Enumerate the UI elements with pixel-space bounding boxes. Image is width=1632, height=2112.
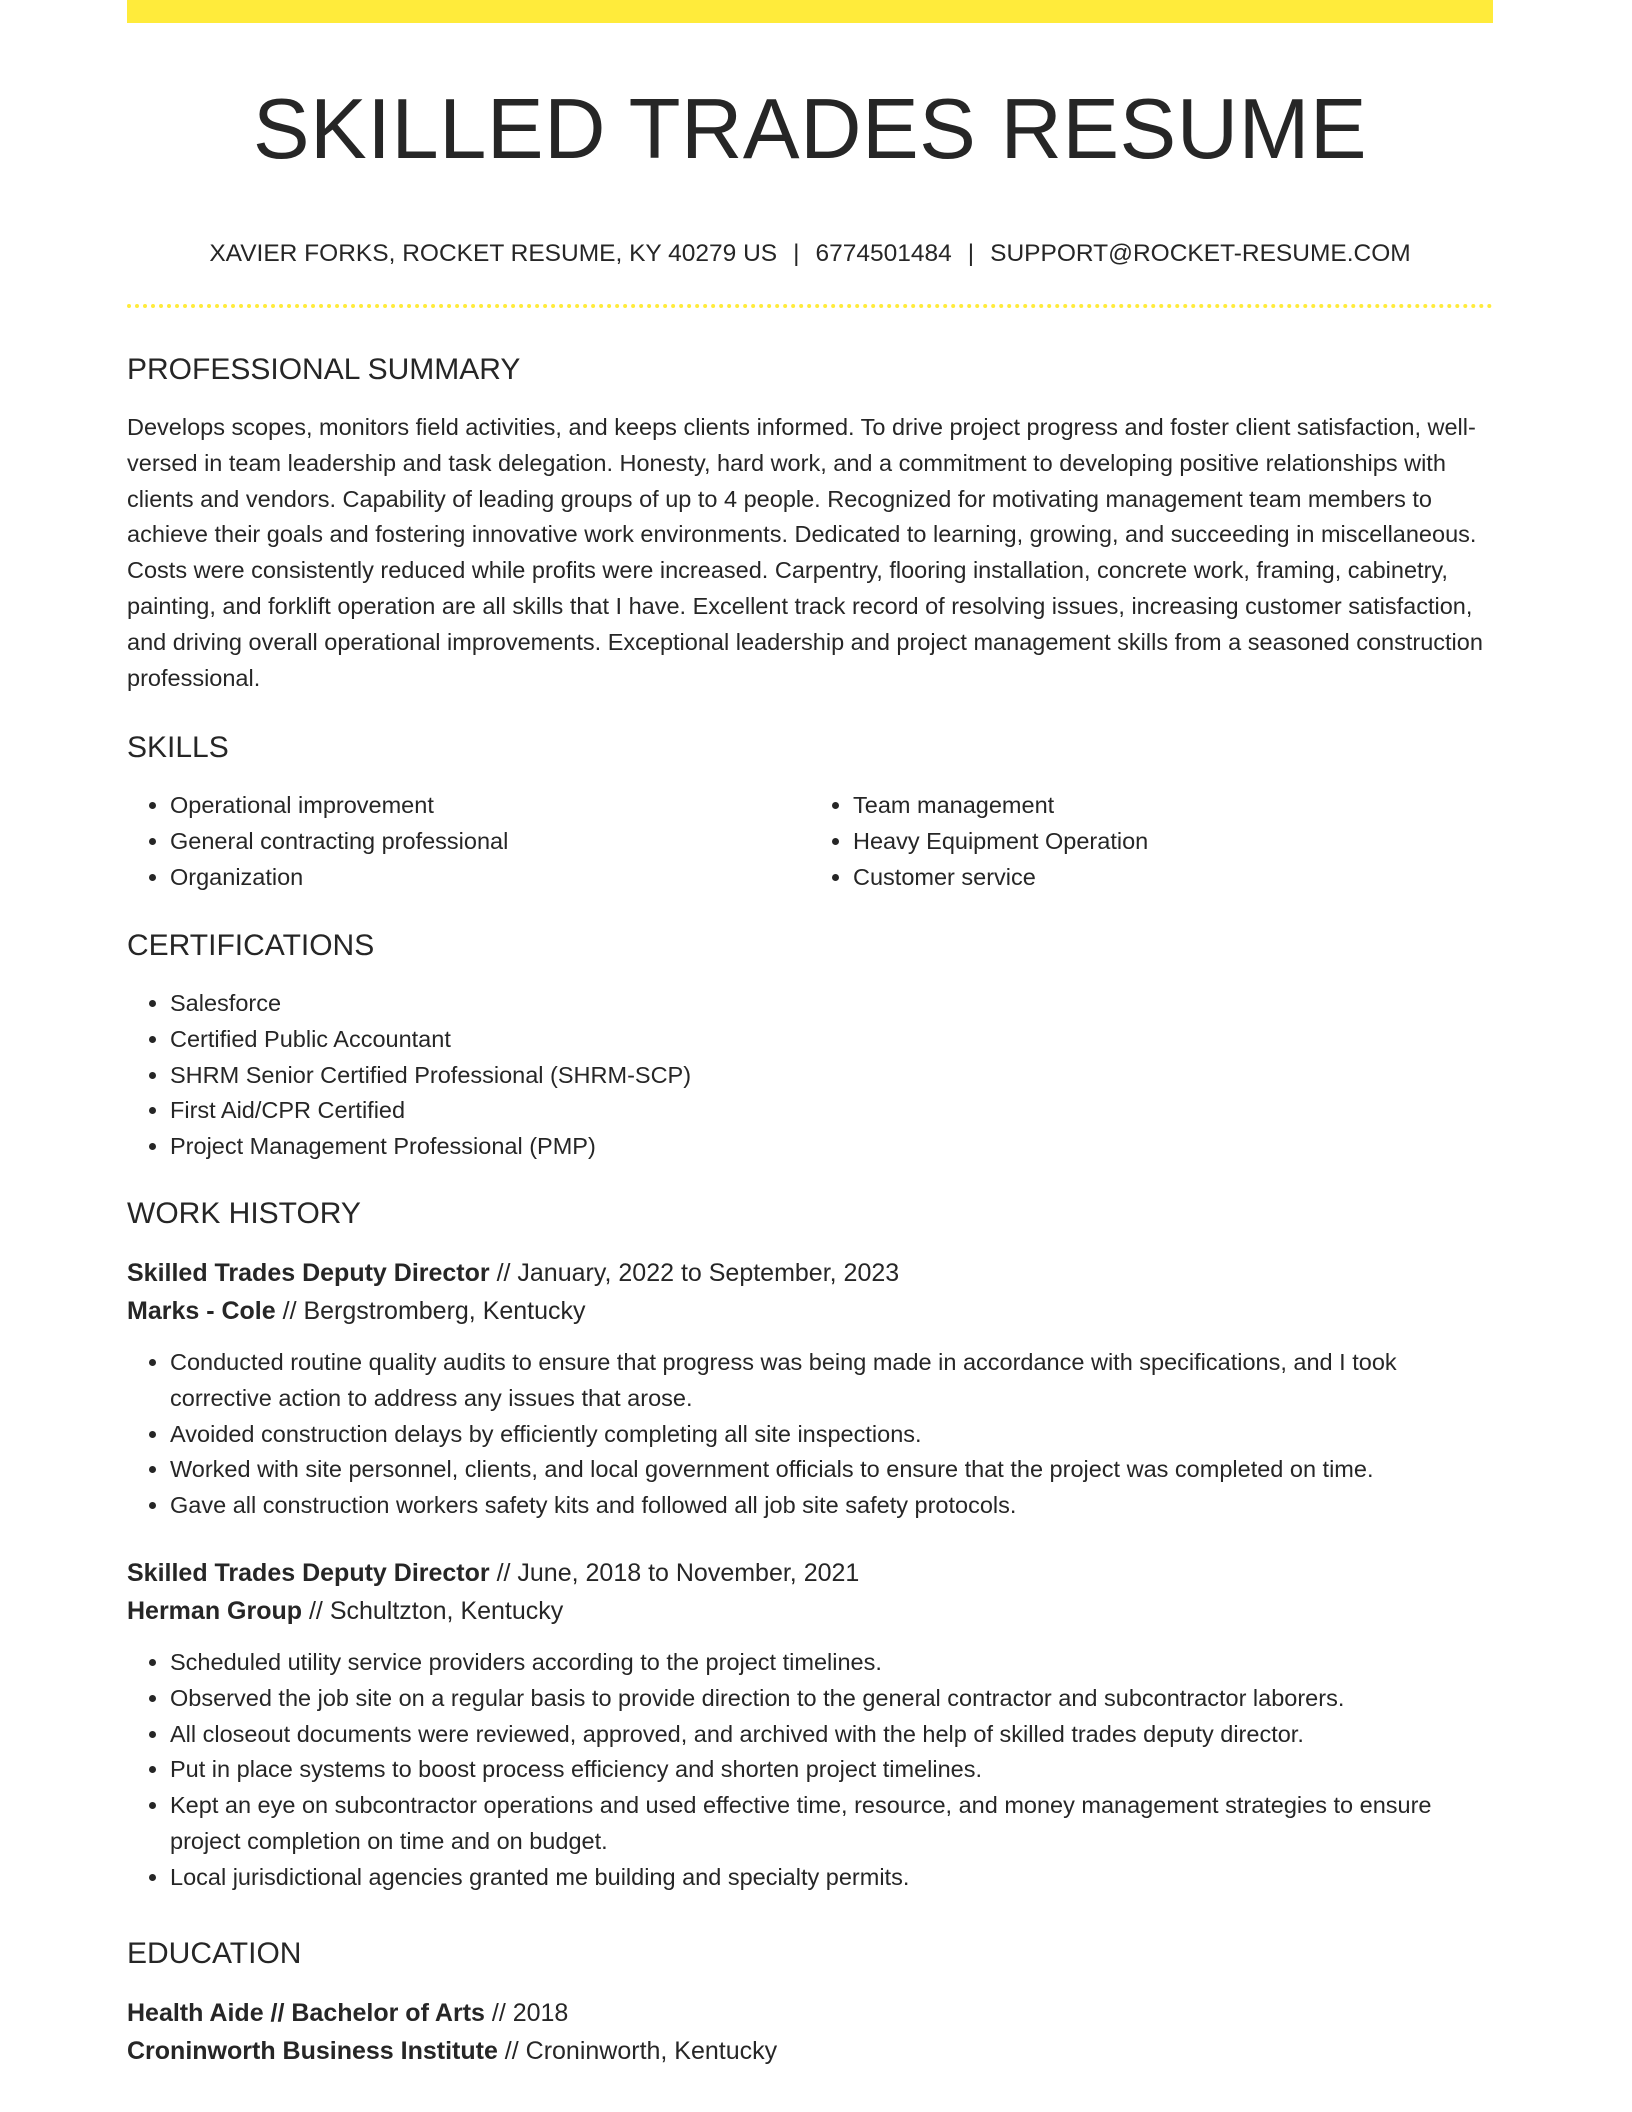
certification-item: • Certified Public Accountant [170, 1022, 1493, 1058]
job-bullet: • Local jurisdictional agencies granted me building and specialty permits. [170, 1860, 1493, 1896]
job-bullet: • Conducted routine quality audits to ensure that progress was being made in accordance with specifications, and I took corrective action to address any issues that arose. [170, 1345, 1493, 1417]
job-bullet: • Scheduled utility service providers according to the project timelines. [170, 1645, 1493, 1681]
job-title: Skilled Trades Deputy Director [127, 1558, 490, 1587]
contact-phone: 6774501484 [815, 240, 952, 267]
section-heading-summary: PROFESSIONAL SUMMARY [127, 353, 521, 386]
education-degree-line [127, 1994, 1493, 2032]
dotted-divider [127, 304, 1493, 308]
contact-separator: | [967, 240, 975, 267]
job-entry [127, 1254, 1493, 1524]
skill-item: • Customer service [853, 860, 1493, 896]
job-title-line [127, 1554, 1493, 1592]
job-title-line [127, 1254, 1493, 1292]
job-bullet: • Kept an eye on subcontractor operations and used effective time, resource, and money management strategies to ensure project completion on time and on budget. [170, 1788, 1493, 1860]
section-heading-education: EDUCATION [127, 1937, 302, 1970]
skill-item: • Organization [170, 860, 810, 896]
summary-text: Develops scopes, monitors field activities, and keeps clients informed. To drive project progress and foster client satisfaction, well-versed in team leadership and task delegation. Honesty, hard work, and a commitment to developing positive relationships with clients and vendors. Capability of leading groups of up to 4 people. Recognized for motivating management team members to achieve their goals and fostering innovative work environments. Dedicated to learning, growing, and succeeding in miscellaneous. Costs were consistently reduced while profits were increased. Carpentry, flooring installation, concrete work, framing, cabinetry, painting, and forklift operation are all skills that I have. Excellent track record of resolving issues, increasing customer satisfaction, and driving overall operational improvements. Exceptional leadership and project management skills from a seasoned construction professional. [127, 414, 1483, 691]
job-bullet: • Worked with site personnel, clients, and local government officials to ensure that the project was completed on time. [170, 1452, 1493, 1488]
education-section [127, 1934, 1493, 2070]
summary-section [127, 350, 1493, 696]
certification-item: • Project Management Professional (PMP) [170, 1129, 1493, 1165]
job-location: // Bergstromberg, Kentucky [275, 1297, 586, 1325]
job-bullet: • Gave all construction workers safety kits and followed all job site safety protocols. [170, 1488, 1493, 1524]
job-company: Herman Group [127, 1596, 303, 1625]
job-bullet: • All closeout documents were reviewed, approved, and archived with the help of skilled trades deputy director. [170, 1717, 1493, 1753]
education-degree: Health Aide // Bachelor of Arts [127, 1999, 485, 2027]
contact-separator: | [793, 240, 800, 267]
skill-item: • Operational improvement [170, 788, 810, 824]
contact-address: XAVIER FORKS, ROCKET RESUME, KY 40279 US [209, 240, 778, 267]
skills-list-left [127, 788, 810, 895]
certification-item: • Salesforce [170, 986, 1493, 1022]
job-location: // Schultzton, Kentucky [302, 1596, 564, 1625]
skills-list-right [810, 788, 1493, 895]
skill-item: • Team management [853, 788, 1493, 824]
resume-title: SKILLED TRADES RESUME [252, 82, 1368, 177]
education-location: // Croninworth, Kentucky [497, 2037, 778, 2065]
job-dates: // June, 2018 to November, 2021 [489, 1558, 860, 1587]
job-company-line [127, 1592, 1493, 1630]
job-dates: // January, 2022 to September, 2023 [489, 1259, 900, 1287]
job-entry [127, 1554, 1493, 1896]
section-heading-certifications: CERTIFICATIONS [127, 929, 375, 962]
section-heading-skills: SKILLS [127, 731, 229, 764]
contact-email: SUPPORT@ROCKET-RESUME.COM [990, 240, 1411, 267]
skill-item: • Heavy Equipment Operation [853, 824, 1493, 860]
skill-item: • General contracting professional [170, 824, 810, 860]
job-bullets [127, 1345, 1493, 1524]
work-history-section [127, 1194, 1493, 1896]
skills-grid [127, 788, 1493, 895]
job-title: Skilled Trades Deputy Director [127, 1259, 490, 1287]
job-bullet: • Put in place systems to boost process efficiency and shorten project timelines. [170, 1752, 1493, 1788]
certifications-section [127, 926, 1493, 1165]
education-entry [127, 1994, 1493, 2070]
education-school: Croninworth Business Institute [127, 2037, 498, 2065]
certification-item: • First Aid/CPR Certified [170, 1093, 1493, 1129]
certification-item: • SHRM Senior Certified Professional (SHRM-SCP) [170, 1058, 1493, 1094]
job-bullets [127, 1645, 1493, 1896]
skills-section [127, 728, 1493, 895]
section-heading-work-history: WORK HISTORY [127, 1197, 361, 1230]
job-bullet: • Observed the job site on a regular basis to provide direction to the general contractor and subcontractor laborers. [170, 1681, 1493, 1717]
job-bullet: • Avoided construction delays by efficiently completing all site inspections. [170, 1417, 1493, 1453]
job-company: Marks - Cole [127, 1297, 276, 1325]
contact-line [127, 236, 1493, 272]
education-school-line [127, 2032, 1493, 2070]
job-company-line [127, 1292, 1493, 1330]
certifications-list [127, 986, 1493, 1165]
accent-top-bar [127, 0, 1493, 23]
education-year: // 2018 [484, 1999, 569, 2027]
